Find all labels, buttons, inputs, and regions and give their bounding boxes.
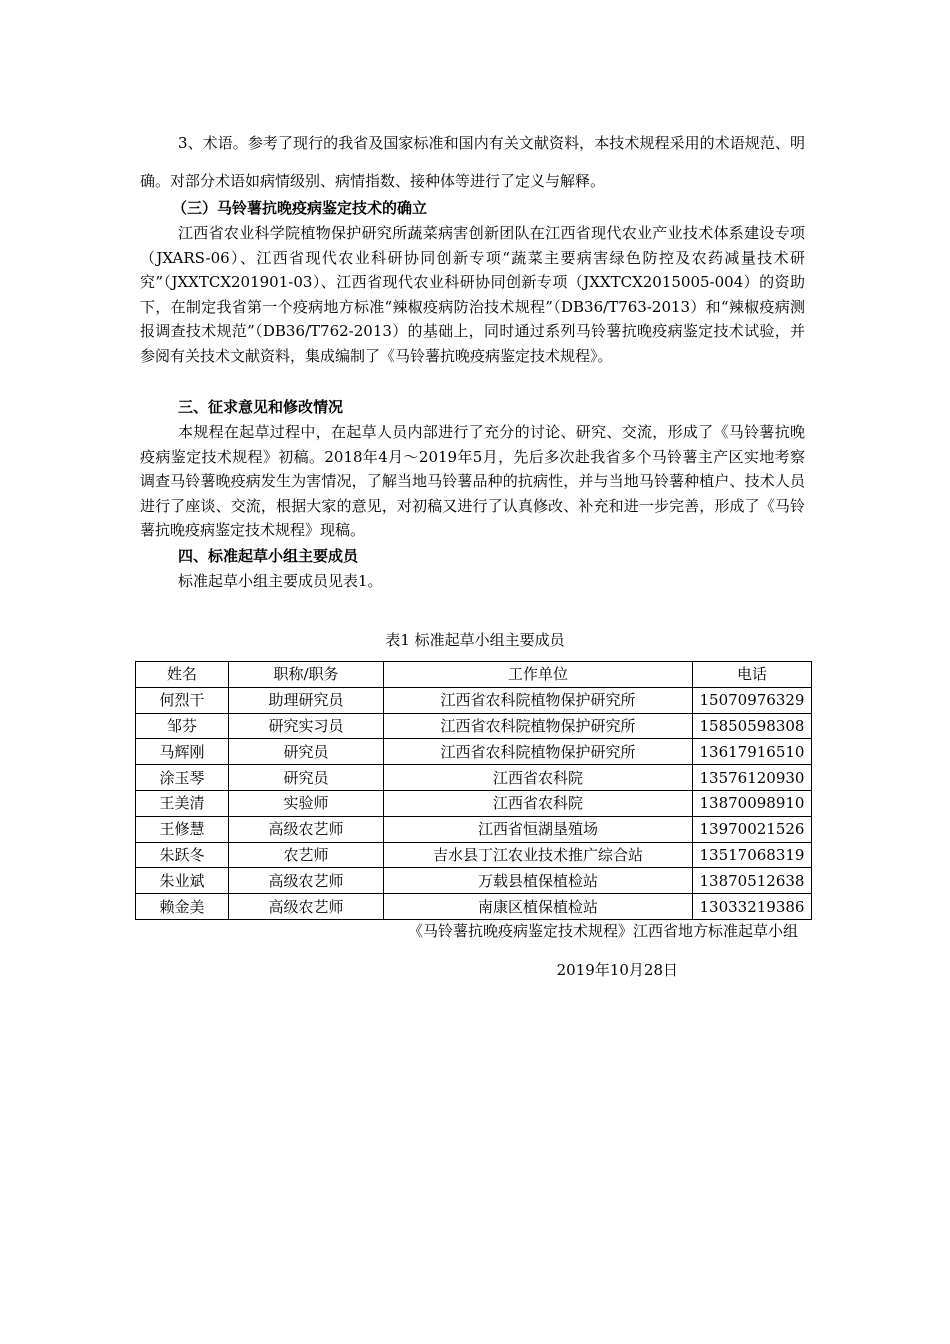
member-phone: 13870512638	[693, 868, 812, 894]
members-table	[135, 661, 812, 920]
member-name: 王修慧	[136, 816, 229, 842]
member-title: 高级农艺师	[229, 894, 384, 920]
member-unit: 南康区植保植检站	[384, 894, 693, 920]
member-name: 朱业斌	[136, 868, 229, 894]
member-unit: 万载县植保植检站	[384, 868, 693, 894]
header-name: 姓名	[136, 662, 229, 688]
member-unit: 江西省农科院	[384, 765, 693, 791]
member-title: 研究实习员	[229, 713, 384, 739]
member-phone: 13617916510	[693, 739, 812, 765]
section-paragraph-san: 本规程在起草过程中，在起草人员内部进行了充分的讨论、研究、交流，形成了《马铃薯抗晚疫病鉴定技术规程》初稿。2018年4月～2019年5月，先后多次赴我省多个马铃薯主产区实地考察调查马铃薯晚疫病发生为害情况，了解当地马铃薯品种的抗病性，并与当地马铃薯种植户、技术人员进行了座谈、交流，根据大家的意见，对初稿又进行了认真修改、补充和进一步完善，形成了《马铃薯抗晚疫病鉴定技术规程》现稿。	[140, 423, 805, 539]
member-unit: 江西省农科院	[384, 790, 693, 816]
table-row	[136, 790, 812, 816]
header-unit: 工作单位	[384, 662, 693, 688]
member-phone: 13970021526	[693, 816, 812, 842]
member-phone: 13517068319	[693, 842, 812, 868]
table-caption: 表1 标准起草小组主要成员	[385, 631, 565, 649]
header-phone: 电话	[693, 662, 812, 688]
member-title: 农艺师	[229, 842, 384, 868]
signature-line: 《马铃薯抗晚疫病鉴定技术规程》江西省地方标准起草小组	[407, 922, 798, 940]
member-phone: 13033219386	[693, 894, 812, 920]
member-name: 王美清	[136, 790, 229, 816]
section-paragraph-3: 江西省农业科学院植物保护研究所蔬菜病害创新团队在江西省现代农业产业技术体系建设专项（JXARS-06）、江西省现代农业科研协同创新专项“蔬菜主要病害绿色防控及农药减量技术研究”（JXXTCX201901-03）、江西省现代农业科研协同创新专项（JXXTCX2015005-004）的资助下，在制定我省第一个疫病地方标准“辣椒疫病防治技术规程”（DB36/T763-2013）和“辣椒疫病测报调查技术规范”（DB36/T762-2013）的基础上，同时通过系列马铃薯抗晚疫病鉴定技术试验，并参阅有关技术文献资料，集成编制了《马铃薯抗晚疫病鉴定技术规程》。	[140, 224, 805, 365]
member-unit: 吉水县丁江农业技术推广综合站	[384, 842, 693, 868]
signature-date: 2019年10月28日	[556, 961, 678, 979]
member-title: 高级农艺师	[229, 868, 384, 894]
terms-paragraph: 3、术语。参考了现行的我省及国家标准和国内有关文献资料，本技术规程采用的术语规范、明确。对部分术语如病情级别、病情指数、接种体等进行了定义与解释。	[140, 134, 805, 190]
member-name: 朱跃冬	[136, 842, 229, 868]
section-heading-san: 三、征求意见和修改情况	[178, 398, 344, 416]
member-name: 涂玉琴	[136, 765, 229, 791]
member-title: 研究员	[229, 739, 384, 765]
member-unit: 江西省恒湖垦殖场	[384, 816, 693, 842]
member-unit: 江西省农科院植物保护研究所	[384, 687, 693, 713]
section-heading-si: 四、标准起草小组主要成员	[178, 547, 359, 565]
section-heading-3: （三）马铃薯抗晚疫病鉴定技术的确立	[172, 199, 428, 217]
table-row	[136, 816, 812, 842]
table-row	[136, 868, 812, 894]
member-title: 实验师	[229, 790, 384, 816]
table-row	[136, 842, 812, 868]
member-name: 何烈干	[136, 687, 229, 713]
table-row	[136, 713, 812, 739]
table-row	[136, 894, 812, 920]
member-unit: 江西省农科院植物保护研究所	[384, 739, 693, 765]
member-name: 邹芬	[136, 713, 229, 739]
table-row	[136, 739, 812, 765]
member-phone: 15070976329	[693, 687, 812, 713]
member-unit: 江西省农科院植物保护研究所	[384, 713, 693, 739]
member-title: 高级农艺师	[229, 816, 384, 842]
member-phone: 13870098910	[693, 790, 812, 816]
table-row	[136, 765, 812, 791]
header-title: 职称/职务	[229, 662, 384, 688]
member-phone: 15850598308	[693, 713, 812, 739]
member-title: 研究员	[229, 765, 384, 791]
section-paragraph-si: 标准起草小组主要成员见表1。	[178, 572, 383, 590]
member-title: 助理研究员	[229, 687, 384, 713]
member-phone: 13576120930	[693, 765, 812, 791]
table-header-row	[136, 662, 812, 688]
table-row	[136, 687, 812, 713]
member-name: 马辉刚	[136, 739, 229, 765]
member-name: 赖金美	[136, 894, 229, 920]
